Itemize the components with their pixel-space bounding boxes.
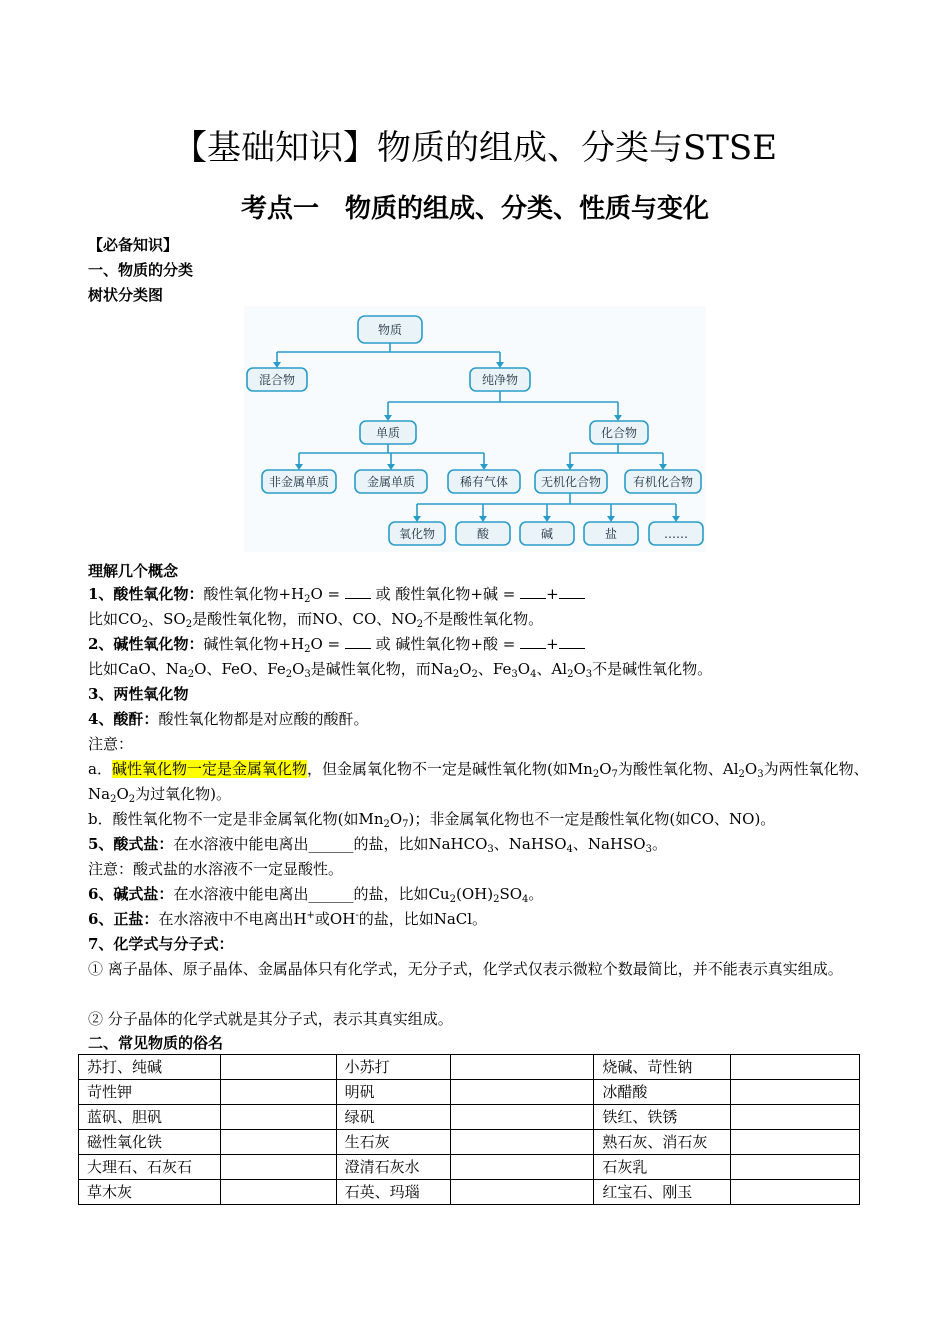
answer-blank[interactable] bbox=[520, 586, 546, 599]
name-cell: 生石灰 bbox=[336, 1130, 450, 1155]
tree-node-more-label: …… bbox=[664, 527, 688, 541]
answer-cell[interactable] bbox=[731, 1080, 860, 1105]
concepts-heading: 理解几个概念 bbox=[88, 562, 179, 580]
tree-node-organic bbox=[625, 470, 701, 493]
answer-cell[interactable] bbox=[450, 1180, 594, 1205]
tree-node-nonmetal bbox=[262, 470, 336, 493]
note-label: 注意： bbox=[88, 735, 134, 753]
answer-blank[interactable] bbox=[520, 636, 546, 649]
answer-cell[interactable] bbox=[731, 1130, 860, 1155]
answer-cell[interactable] bbox=[450, 1105, 594, 1130]
concept-basic-oxide: 2、碱性氧化物：碱性氧化物$+H_2O$ = 或 碱性氧化物+酸 = + bbox=[88, 632, 878, 657]
table-row bbox=[79, 1180, 860, 1205]
note-a: a．碱性氧化物一定是金属氧化物，但金属氧化物不一定是碱性氧化物(如$Mn_2O_7$为酸性氧化物、$Al_2O_3$为两性氧化物、$Na_2O_2$为过氧化物)。 bbox=[88, 760, 869, 805]
tree-node-compound bbox=[590, 421, 648, 444]
answer-cell[interactable] bbox=[450, 1055, 594, 1080]
concept-acidic-oxide: 1、酸性氧化物：酸性氧化物$+H_2O$ = 或 酸性氧化物+碱 = + bbox=[88, 582, 878, 607]
concept-label: 1、酸性氧化物： bbox=[88, 585, 204, 603]
tree-heading: 树状分类图 bbox=[88, 286, 164, 304]
concept-acid-salt-note: 注意：酸式盐的水溶液不一定显酸性。 bbox=[88, 860, 344, 878]
page-subtitle: 考点一 物质的组成、分类、性质与变化 bbox=[240, 194, 709, 224]
tree-node-mixture-label: 混合物 bbox=[258, 373, 296, 387]
answer-blank[interactable] bbox=[559, 586, 585, 599]
answer-blank[interactable] bbox=[559, 636, 585, 649]
concept-acidic-oxide-example: 比如$CO_2$、$SO_2$是酸性氧化物，而NO、CO、$NO_2$不是酸性氧化物。 bbox=[88, 610, 544, 630]
name-cell: 冰醋酸 bbox=[594, 1080, 731, 1105]
table-row bbox=[79, 1055, 860, 1080]
tree-node-pure bbox=[470, 368, 530, 391]
tree-node-element bbox=[360, 421, 416, 444]
tree-node-compound-label: 化合物 bbox=[600, 426, 638, 440]
concept-label: 2、碱性氧化物： bbox=[88, 635, 204, 653]
tree-node-oxide-label: 氧化物 bbox=[398, 527, 436, 541]
tree-node-root-label: 物质 bbox=[377, 323, 403, 337]
concept-formula-point-1: ① 离子晶体、原子晶体、金属晶体只有化学式，无分子式，化学式仅表示微粒个数最简比，并不能表示真实组成。 bbox=[88, 960, 843, 978]
tree-node-inorganic-label: 无机化合物 bbox=[540, 475, 602, 489]
name-cell: 磁性氧化铁 bbox=[79, 1130, 221, 1155]
answer-cell[interactable] bbox=[450, 1155, 594, 1180]
answer-cell[interactable] bbox=[220, 1055, 336, 1080]
answer-cell[interactable] bbox=[450, 1080, 594, 1105]
table-row bbox=[79, 1105, 860, 1130]
tree-node-more bbox=[649, 522, 703, 545]
note-b: b．酸性氧化物不一定是非金属氧化物(如$Mn_2O_7$)；非金属氧化物也不一定是酸性氧化物(如CO、NO)。 bbox=[88, 810, 776, 830]
answer-blank[interactable] bbox=[345, 586, 371, 599]
tree-node-element-label: 单质 bbox=[375, 426, 401, 440]
concept-normal-salt: 6、正盐：在水溶液中不电离出H+或OH-的盐，比如NaCl。 bbox=[88, 910, 488, 928]
table-row bbox=[79, 1080, 860, 1105]
name-cell: 石灰乳 bbox=[594, 1155, 731, 1180]
answer-cell[interactable] bbox=[731, 1155, 860, 1180]
answer-cell[interactable] bbox=[220, 1130, 336, 1155]
answer-cell[interactable] bbox=[731, 1105, 860, 1130]
tree-node-metal bbox=[355, 470, 427, 493]
tree-node-mixture bbox=[247, 368, 307, 391]
tree-node-nonmetal-label: 非金属单质 bbox=[268, 475, 330, 489]
name-cell: 石英、玛瑙 bbox=[336, 1180, 450, 1205]
common-names-table-body bbox=[79, 1055, 860, 1205]
name-cell: 铁红、铁锈 bbox=[594, 1105, 731, 1130]
answer-cell[interactable] bbox=[220, 1080, 336, 1105]
name-cell: 红宝石、刚玉 bbox=[594, 1180, 731, 1205]
concept-acid-salt: 5、酸式盐：在水溶液中能电离出______的盐，比如NaHCO$_3$、NaHSO$_4$、NaHSO$_3$。 bbox=[88, 835, 667, 855]
common-names-table bbox=[78, 1054, 860, 1205]
concept-anhydride: 4、酸酐：酸性氧化物都是对应酸的酸酐。 bbox=[88, 710, 369, 728]
name-cell: 烧碱、苛性钠 bbox=[594, 1055, 731, 1080]
tree-node-noble-gas bbox=[448, 470, 520, 493]
concept-amphoteric-oxide: 3、两性氧化物 bbox=[88, 685, 189, 703]
answer-cell[interactable] bbox=[220, 1180, 336, 1205]
part2-heading: 二、常见物质的俗名 bbox=[88, 1034, 224, 1052]
name-cell: 小苏打 bbox=[336, 1055, 450, 1080]
tree-node-oxide bbox=[389, 522, 445, 545]
name-cell: 草木灰 bbox=[79, 1180, 221, 1205]
tree-node-root bbox=[358, 316, 422, 343]
table-row bbox=[79, 1130, 860, 1155]
concept-basic-oxide-example: 比如CaO、$Na_2O$、FeO、$Fe_2O_3$是碱性氧化物，而$Na_2O_2$、$Fe_3O_4$、$Al_2O_3$不是碱性氧化物。 bbox=[88, 660, 713, 680]
answer-blank[interactable] bbox=[345, 636, 371, 649]
answer-cell[interactable] bbox=[220, 1155, 336, 1180]
name-cell: 蓝矾、胆矾 bbox=[79, 1105, 221, 1130]
concept-basic-salt: 6、碱式盐：在水溶液中能电离出______的盐，比如$Cu_2(OH)_2SO_4$。 bbox=[88, 885, 544, 905]
page-title: 【基础知识】物质的组成、分类与STSE bbox=[172, 128, 778, 168]
answer-cell[interactable] bbox=[731, 1180, 860, 1205]
concept-formula-point-2: ② 分子晶体的化学式就是其分子式，表示其真实组成。 bbox=[88, 1010, 453, 1028]
part1-heading: 一、物质的分类 bbox=[88, 261, 194, 279]
table-row bbox=[79, 1155, 860, 1180]
tree-node-noble-gas-label: 稀有气体 bbox=[459, 475, 509, 489]
concept-formula: 7、化学式与分子式： bbox=[88, 935, 234, 953]
name-cell: 苛性钾 bbox=[79, 1080, 221, 1105]
answer-cell[interactable] bbox=[450, 1130, 594, 1155]
answer-cell[interactable] bbox=[220, 1105, 336, 1130]
name-cell: 苏打、纯碱 bbox=[79, 1055, 221, 1080]
answer-cell[interactable] bbox=[731, 1055, 860, 1080]
classification-tree-diagram bbox=[244, 306, 706, 552]
tree-node-salt bbox=[584, 522, 638, 545]
tree-node-base-label: 碱 bbox=[540, 527, 554, 541]
section-tag: 【必备知识】 bbox=[88, 236, 179, 254]
name-cell: 明矾 bbox=[336, 1080, 450, 1105]
tree-node-acid-label: 酸 bbox=[476, 527, 490, 541]
tree-node-inorganic bbox=[535, 470, 607, 493]
tree-node-metal-label: 金属单质 bbox=[366, 475, 416, 489]
tree-node-organic-label: 有机化合物 bbox=[632, 475, 694, 489]
tree-node-acid bbox=[456, 522, 510, 545]
name-cell: 大理石、石灰石 bbox=[79, 1155, 221, 1180]
tree-node-salt-label: 盐 bbox=[604, 527, 618, 541]
name-cell: 熟石灰、消石灰 bbox=[594, 1130, 731, 1155]
highlighted-text: 碱性氧化物一定是金属氧化物 bbox=[111, 760, 307, 778]
tree-node-base bbox=[520, 522, 574, 545]
name-cell: 绿矾 bbox=[336, 1105, 450, 1130]
tree-node-pure-label: 纯净物 bbox=[481, 373, 519, 387]
name-cell: 澄清石灰水 bbox=[336, 1155, 450, 1180]
